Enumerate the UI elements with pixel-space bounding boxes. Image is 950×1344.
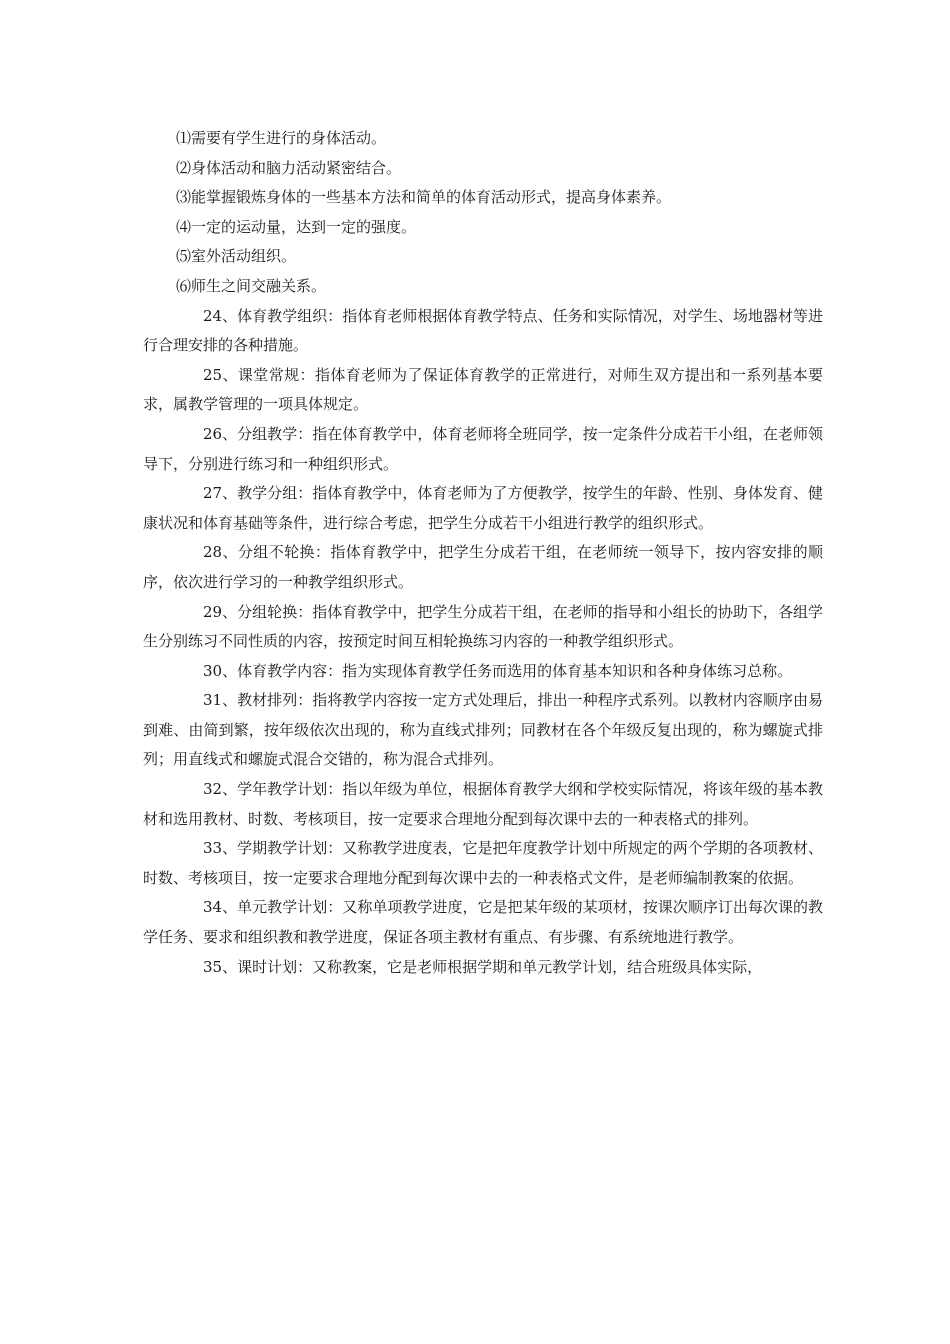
definition-paragraph: 24、体育教学组织：指体育老师根据体育教学特点、任务和实际情况，对学生、场地器材等进行合理安排的各种措施。 [143,306,823,355]
definition-paragraph: 26、分组教学：指在体育教学中，体育老师将全班同学，按一定条件分成若干小组，在老师领导下，分别进行练习和一种组织形式。 [143,424,823,473]
definition-paragraph: 27、教学分组：指体育教学中，体育老师为了方便教学，按学生的年龄、性别、身体发育、健康状况和体育基础等条件，进行综合考虑，把学生分成若干小组进行教学的组织形式。 [143,484,823,532]
list-item: ⑹师生之间交融关系。 [176,276,327,295]
definition-paragraph: 33、学期教学计划：又称教学进度表，它是把年度教学计划中所规定的两个学期的各项教材、时数、考核项目，按一定要求合理地分配到每次课中去的一种表格式文件，是老师编制教案的依据。 [143,839,823,887]
definition-paragraph: 31、教材排列：指将教学内容按一定方式处理后，排出一种程序式系列。以教材内容顺序由易到难、由简到繁，按年级依次出现的，称为直线式排列；同教材在各个年级反复出现的，称为螺旋式排列；用直线式和螺旋式混合交错的，称为混合式排列。 [143,691,823,769]
list-item: ⑸室外活动组织。 [176,247,297,266]
list-item: ⑷一定的运动量，达到一定的强度。 [176,217,417,236]
definition-paragraph: 25、课堂常规：指体育老师为了保证体育教学的正常进行，对师生双方提出和一系列基本要求，属教学管理的一项具体规定。 [143,365,823,414]
definition-paragraph: 28、分组不轮换：指体育教学中，把学生分成若干组，在老师统一领导下，按内容安排的顺序，依次进行学习的一种教学组织形式。 [143,543,823,591]
document-body [143,124,823,982]
list-item: ⑴需要有学生进行的身体活动。 [176,129,387,147]
definition-paragraph: 34、单元教学计划：又称单项教学进度，它是把某年级的某项材，按课次顺序订出每次课的教学任务、要求和组织教和教学进度，保证各项主教材有重点、有步骤、有系统地进行教学。 [143,898,823,947]
definition-paragraph: 35、课时计划：又称教案，它是老师根据学期和单元教学计划，结合班级具体实际， [203,957,763,976]
definition-paragraph: 29、分组轮换：指体育教学中，把学生分成若干组，在老师的指导和小组长的协助下，各组学生分别练习不同性质的内容，按预定时间互相轮换练习内容的一种教学组织形式。 [143,602,823,651]
list-item: ⑶能掌握锻炼身体的一些基本方法和简单的体育活动形式，提高身体素养。 [176,188,672,207]
definition-paragraph: 30、体育教学内容：指为实现体育教学任务而选用的体育基本知识和各种身体练习总称。 [203,661,793,680]
definition-paragraph: 32、学年教学计划：指以年级为单位，根据体育教学大纲和学校实际情况，将该年级的基本教材和选用教材、时数、考核项目，按一定要求合理地分配到每次课中去的一种表格式的排列。 [143,780,823,828]
list-item: ⑵身体活动和脑力活动紧密结合。 [176,158,402,177]
